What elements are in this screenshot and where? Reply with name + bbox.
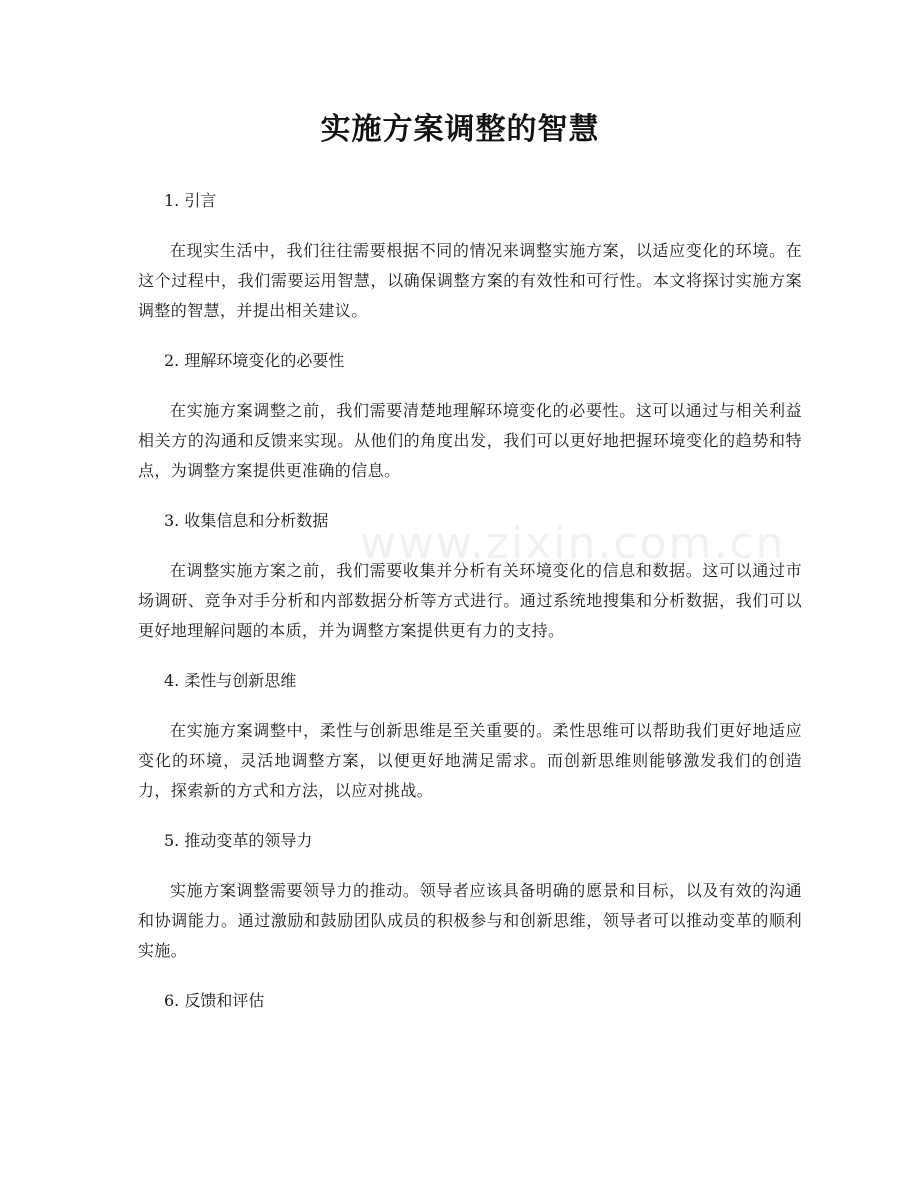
watermark: www.zixin.com.cn — [360, 518, 786, 569]
section-heading: 5. 推动变革的领导力 — [164, 831, 313, 850]
section-leadership — [138, 826, 802, 966]
section-data-analysis — [138, 506, 802, 646]
section-paragraph: 在实施方案调整中，柔性与创新思维是至关重要的。柔性思维可以帮助我们更好地适应变化的环境，灵活地调整方案，以便更好地满足需求。而创新思维则能够激发我们的创造力，探索新的方式和方法，以应对挑战。 — [138, 721, 802, 800]
section-paragraph: 在现实生活中，我们往往需要根据不同的情况来调整实施方案，以适应变化的环境。在这个过程中，我们需要运用智慧，以确保调整方案的有效性和可行性。本文将探讨实施方案调整的智慧，并提出相关建议。 — [138, 241, 802, 320]
section-intro — [138, 186, 802, 326]
section-feedback — [138, 986, 802, 1016]
section-paragraph: 在实施方案调整之前，我们需要清楚地理解环境变化的必要性。这可以通过与相关利益相关方的沟通和反馈来实现。从他们的角度出发，我们可以更好地把握环境变化的趋势和特点，为调整方案提供更准确的信息。 — [138, 401, 802, 480]
section-heading: 4. 柔性与创新思维 — [164, 671, 297, 690]
section-heading: 1. 引言 — [164, 191, 217, 210]
page-title: 实施方案调整的智慧 — [320, 112, 600, 147]
document-body — [138, 186, 802, 1036]
section-heading: 6. 反馈和评估 — [164, 991, 265, 1010]
section-flexible-thinking — [138, 666, 802, 806]
section-heading: 2. 理解环境变化的必要性 — [164, 351, 345, 370]
section-heading: 3. 收集信息和分析数据 — [164, 511, 329, 530]
section-paragraph: 在调整实施方案之前，我们需要收集并分析有关环境变化的信息和数据。这可以通过市场调研、竞争对手分析和内部数据分析等方式进行。通过系统地搜集和分析数据，我们可以更好地理解问题的本质，并为调整方案提供更有力的支持。 — [138, 561, 802, 640]
section-environment-change — [138, 346, 802, 486]
section-paragraph: 实施方案调整需要领导力的推动。领导者应该具备明确的愿景和目标，以及有效的沟通和协调能力。通过激励和鼓励团队成员的积极参与和创新思维，领导者可以推动变革的顺利实施。 — [138, 881, 802, 960]
